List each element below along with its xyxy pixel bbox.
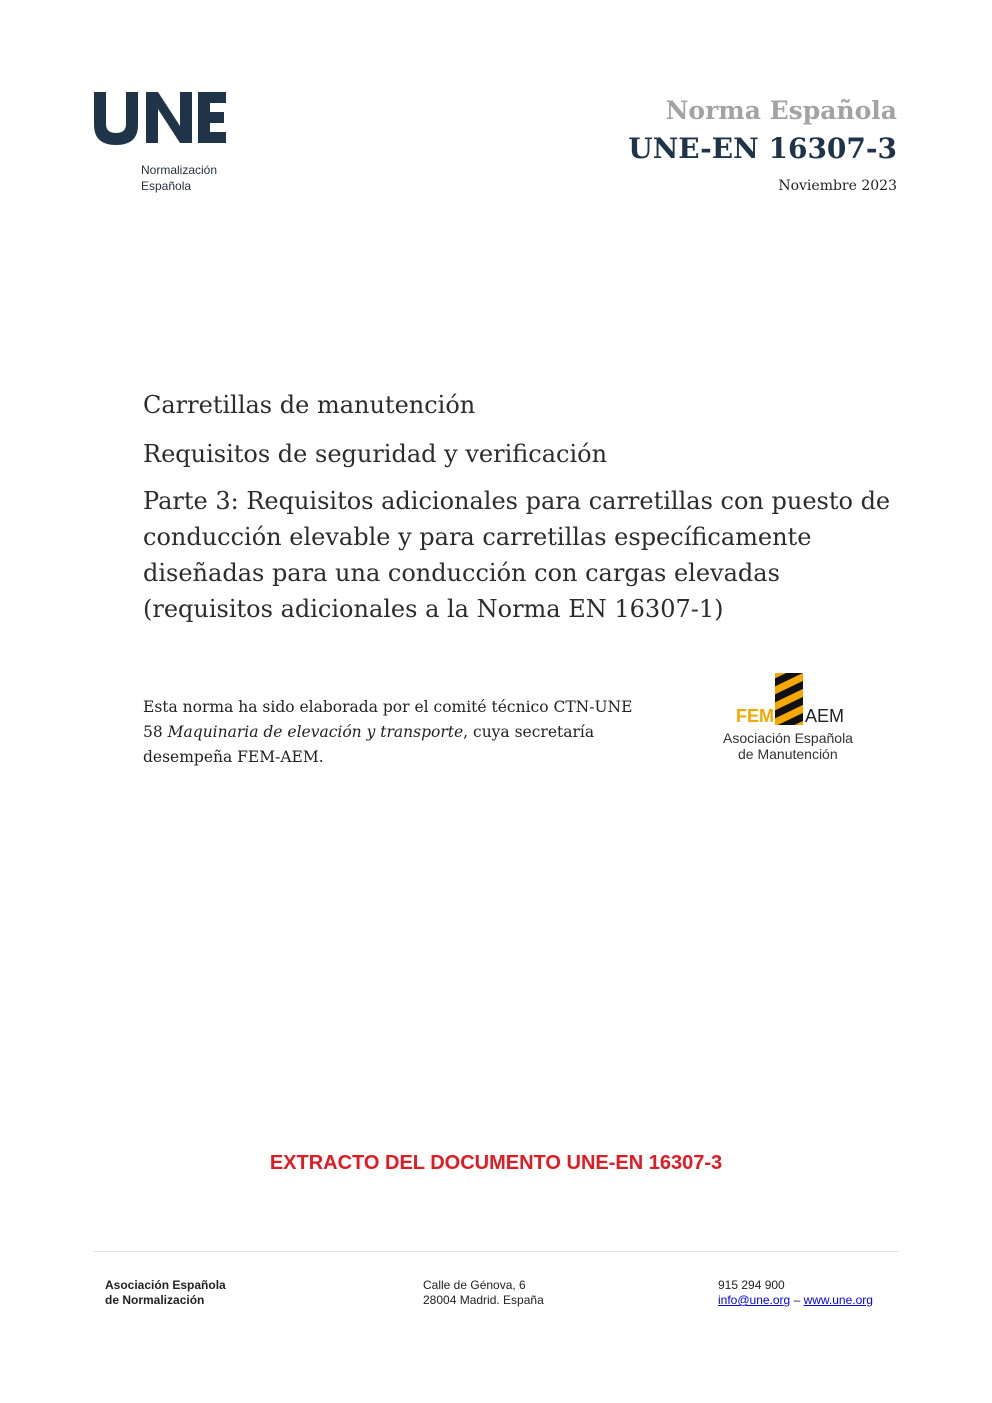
title-line-2: Requisitos de seguridad y verificación <box>143 440 608 468</box>
extract-heading: EXTRACTO DEL DOCUMENTO UNE-EN 16307-3 <box>269 1152 723 1174</box>
footer-separator: – <box>790 1293 804 1307</box>
email-link[interactable]: info@une.org <box>718 1293 791 1307</box>
committee-suffix: , cuya secretaría desempeña FEM-AEM. <box>143 723 595 766</box>
title-line-3: Parte 3: Requisitos adicionales para carretillas con puesto de conducción elevable y para carretillas específicamente diseñadas para una conducción con cargas elevadas (requisitos adicionales a la Norma EN 16307-1) <box>143 487 891 623</box>
footer-divider <box>93 1251 899 1252</box>
aem-text: AEM <box>805 706 845 726</box>
footer-phone: 915 294 900 <box>718 1278 785 1292</box>
une-wordmark-icon <box>92 90 232 150</box>
une-subtitle-line2: Española <box>141 179 192 193</box>
footer-addr-line2: 28004 Madrid. España <box>423 1293 544 1307</box>
website-link[interactable]: www.une.org <box>803 1293 873 1307</box>
une-subtitle-line1: Normalización <box>141 163 218 177</box>
footer-addr-line1: Calle de Génova, 6 <box>423 1278 526 1292</box>
committee-text <box>143 695 643 770</box>
publication-date: Noviembre 2023 <box>778 178 897 194</box>
standard-code: UNE-EN 16307-3 <box>628 132 897 165</box>
footer-contact <box>718 1278 873 1308</box>
norma-label: Norma Española <box>665 96 897 125</box>
fem-line2: de Manutención <box>738 746 838 762</box>
footer-org-line2: de Normalización <box>105 1293 205 1307</box>
committee-prefix: Esta norma ha sido elaborada por el comité técnico CTN-UNE 58 <box>143 698 633 741</box>
committee-name: Maquinaria de elevación y transporte <box>167 723 464 741</box>
fem-aem-logo <box>720 668 870 768</box>
une-logo <box>92 90 232 195</box>
footer-org-line1: Asociación Española <box>105 1278 226 1292</box>
footer-organization <box>105 1278 226 1308</box>
title-line-1: Carretillas de manutención <box>143 391 476 419</box>
footer-address <box>423 1278 544 1308</box>
fem-text: FEM <box>736 706 774 726</box>
fem-line1: Asociación Española <box>723 730 853 746</box>
